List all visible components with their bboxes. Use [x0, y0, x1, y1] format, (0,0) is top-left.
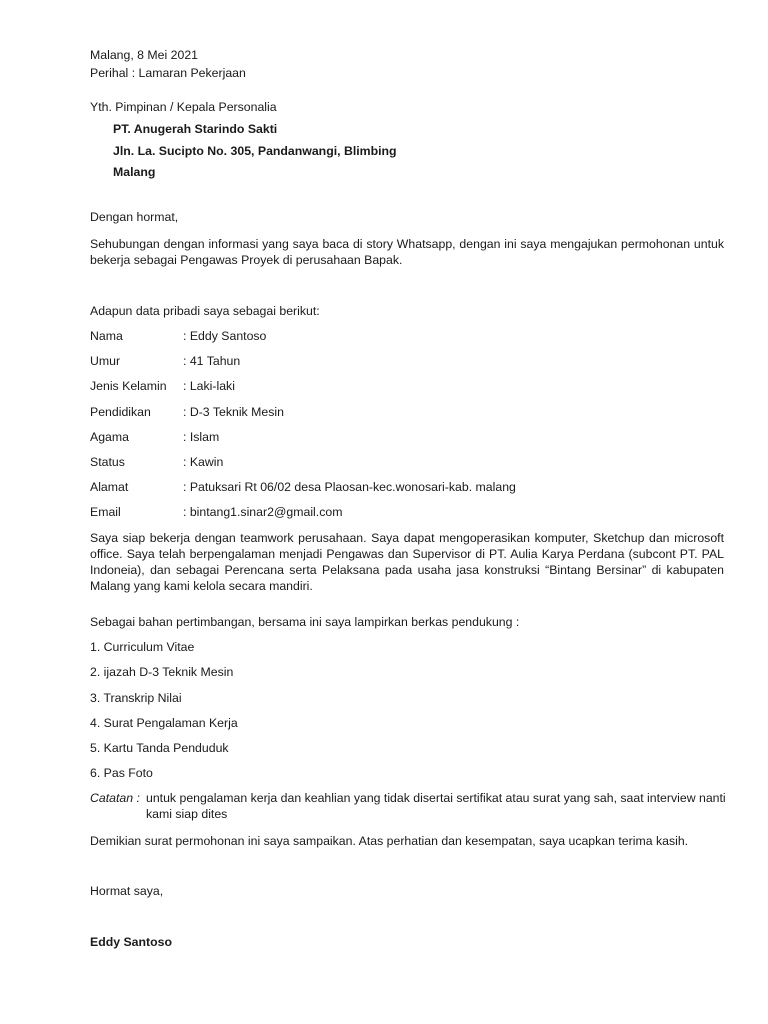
- data-label: Nama: [90, 329, 123, 343]
- data-value: : Islam: [183, 430, 220, 444]
- data-label: Umur: [90, 354, 121, 368]
- list-item: 3. Transkrip Nilai: [90, 691, 182, 705]
- personal-data-heading: Adapun data pribadi saya sebagai berikut:: [90, 304, 320, 318]
- data-value: : Laki-laki: [183, 379, 235, 393]
- recipient-city: Malang: [113, 165, 156, 179]
- list-item: 2. ijazah D-3 Teknik Mesin: [90, 665, 234, 679]
- recipient-address: Jln. La. Sucipto No. 305, Pandanwangi, Blimbing: [113, 144, 397, 158]
- greeting: Dengan hormat,: [90, 210, 179, 224]
- recipient-to-line: Yth. Pimpinan / Kepala Personalia: [90, 100, 277, 114]
- data-label: Email: [90, 505, 121, 519]
- data-value: : Kawin: [183, 455, 224, 469]
- data-label: Alamat: [90, 480, 129, 494]
- list-item: 1. Curriculum Vitae: [90, 640, 195, 654]
- data-value: : D-3 Teknik Mesin: [183, 405, 284, 419]
- subject-line: Perihal : Lamaran Pekerjaan: [90, 66, 246, 80]
- recipient-company: PT. Anugerah Starindo Sakti: [113, 122, 278, 136]
- signature-name: Eddy Santoso: [90, 935, 172, 949]
- data-label: Jenis Kelamin: [90, 379, 167, 393]
- intro-paragraph: Sehubungan dengan informasi yang saya baca di story Whatsapp, dengan ini saya mengajukan permohonan untuk bekerja sebagai Pengawas Proyek di perusahaan Bapak.: [90, 237, 724, 267]
- data-label: Pendidikan: [90, 405, 151, 419]
- experience-paragraph: Saya siap bekerja dengan teamwork perusahaan. Saya dapat mengoperasikan komputer, Sketchup dan microsoft office. Saya telah berpengalaman menjadi Pengawas dan Supervisor di PT. Aulia Karya Perdana (subcont PT. PAL Indoneia), dan sebagai Perencana serta Pelaksana pada usaha jasa konstruksi “Bintang Bersinar” di kabupaten Malang yang kami kelola secara mandiri.: [90, 531, 724, 593]
- closing: Hormat saya,: [90, 884, 164, 898]
- attachments-heading: Sebagai bahan pertimbangan, bersama ini saya lampirkan berkas pendukung :: [90, 615, 520, 629]
- data-value: : bintang1.sinar2@gmail.com: [183, 505, 343, 519]
- list-item: 6. Pas Foto: [90, 766, 153, 780]
- list-item: 5. Kartu Tanda Penduduk: [90, 741, 229, 755]
- data-value: : 41 Tahun: [183, 354, 241, 368]
- data-value: : Eddy Santoso: [183, 329, 267, 343]
- data-label: Status: [90, 455, 125, 469]
- data-value: : Patuksari Rt 06/02 desa Plaosan-kec.wonosari-kab. malang: [183, 480, 516, 494]
- date-line: Malang, 8 Mei 2021: [90, 48, 199, 62]
- closing-paragraph: Demikian surat permohonan ini saya sampaikan. Atas perhatian dan kesempatan, saya ucapkan terima kasih.: [90, 834, 689, 848]
- list-item: 4. Surat Pengalaman Kerja: [90, 716, 238, 730]
- note-label: Catatan :: [90, 791, 140, 805]
- data-label: Agama: [90, 430, 129, 444]
- note-text: untuk pengalaman kerja dan keahlian yang tidak disertai sertifikat atau surat yang sah, saat interview nanti kami siap dites: [146, 791, 726, 821]
